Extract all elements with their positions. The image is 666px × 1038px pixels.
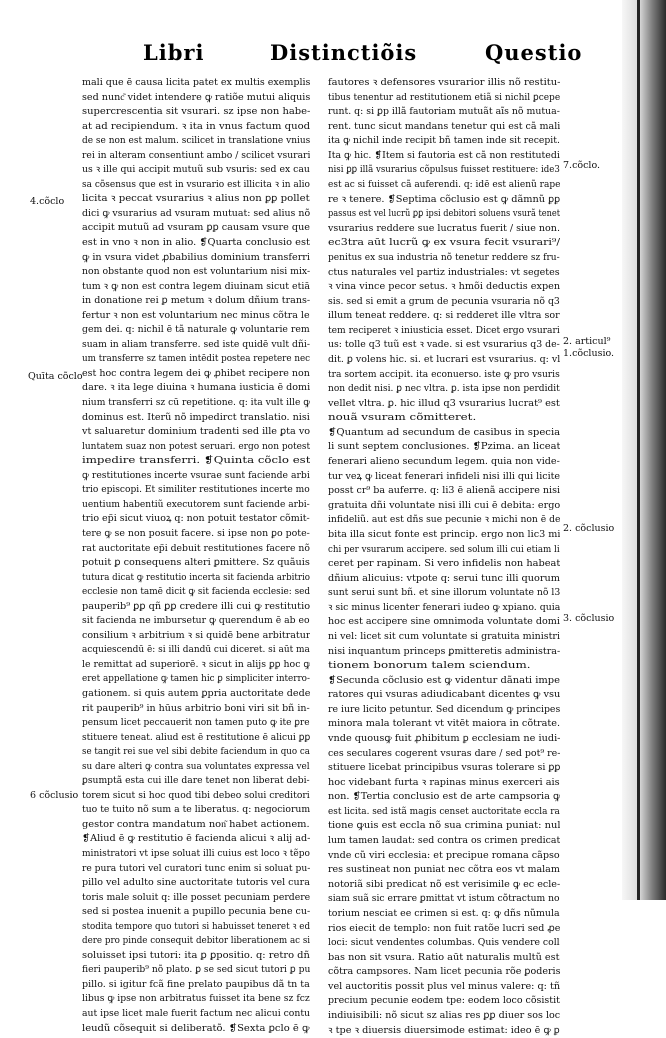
- text-line: dere pro pinde consequit debitor liberationem ac si: [82, 935, 310, 947]
- text-line: ꝙ restitutiones incerte vsurae sunt faciende arbi: [82, 469, 310, 481]
- text-line: licita ꝛ peccat vsurarius ꝛ alius non ꝑꝑ pollet: [82, 193, 310, 205]
- text-line: fenerari alieno secundum legem. quia non vide-: [328, 456, 560, 468]
- text-line: vnde quousꝙ fuit ꝓhibitum ꝑ ecclesiam ne iudi-: [328, 733, 560, 745]
- text-line: uentium habentiũ executorem sunt faciende arbi-: [82, 498, 310, 510]
- text-line: illum teneat reddere. q: si redderet ille vltra sor: [328, 310, 560, 322]
- text-line: pillo. si igitur fcã fine prelato paupibus dã tn ta: [82, 978, 310, 990]
- text-line: vsurarius reddere sue lucratus fuerit / siue non.: [328, 222, 560, 234]
- text-line: rat auctoritate ep̃i debuit restitutiones facere nõ: [82, 542, 310, 554]
- text-line: ꝑsumptã esta cui ille dare tenet non liberat debi-: [82, 775, 310, 787]
- right-text-column: [328, 76, 560, 1038]
- text-line: vt saluaretur dominium tradenti sed ille ꝑta vo: [82, 426, 310, 438]
- text-line: gratuita dñi voluntate nisi illi cui ē debita: ergo: [328, 499, 560, 511]
- text-line: penitus ex sua industria nõ tenetur reddere sz fru-: [328, 251, 560, 263]
- text-line: tutura dicat ꝙ restitutio incerta sit facienda arbitrio: [82, 571, 310, 583]
- text-line: accipit mutuũ ad vsuram ꝑꝑ causam vsure que: [82, 222, 310, 234]
- text-line: trio episcopi. Et similiter restitutiones incerte mo: [82, 484, 310, 496]
- margin-note-2-articulus: 2. articul⁹: [563, 336, 611, 347]
- text-line: tionem bonorum talem sciendum.: [328, 660, 531, 672]
- text-line: vel auctoritis possit plus vel minus valere: q: tñ: [328, 980, 560, 992]
- text-line: tum ꝛ ꝙ non est contra legem diuinam sicut etiā: [82, 280, 310, 292]
- text-line: trio ep̃i sicut viuoꝝ q: non potuit testator cõmit-: [82, 513, 310, 525]
- text-line: passus est vel lucrũ ꝑꝑ ipsi debitori soluens vsurã tenet: [328, 208, 560, 220]
- text-line: infideliũ. aut est dñs sue pecunie ꝛ michi non ē de: [328, 514, 560, 526]
- text-line: sa cõsensus que est in vsurario est illicita ꝛ in alio: [82, 178, 310, 190]
- text-line: rei in alteram consentiunt ambo / scilicet vsurari: [82, 149, 310, 161]
- text-line: ministratori vt ipse soluat illi cuius est loco ꝛ tẽpo: [82, 847, 310, 859]
- margin-note-quinta-conclusio: Quīta cõclo: [28, 371, 83, 382]
- text-line: re ꝛ tenere. ❡Septima cõclusio est ꝙ dãmnũ ꝑꝑ: [328, 193, 560, 205]
- running-head-left: Libri: [143, 40, 205, 65]
- text-line: tur veꝝ ꝙ liceat fenerari infideli nisi illi qui licite: [328, 470, 560, 482]
- text-line: non dedit nisi. ꝑ nec vltra. ꝑ. ista ipse non perdidit: [328, 383, 560, 395]
- margin-note-3-conclusio: 3. cõclusio: [563, 613, 615, 624]
- text-line: suam in aliam transferre. sed iste quidē vult dñi-: [82, 338, 310, 350]
- text-line: pillo vel adulto sine auctoritate tutoris vel cura: [82, 877, 310, 889]
- text-line: Ita ꝙ hic. ❡Item si fautoria est cã non restitutedi: [328, 149, 560, 161]
- text-line: minora mala tolerant vt vitēt maiora in cõtrate.: [328, 718, 560, 730]
- margin-note-6-conclusio: 6 cõclusio: [30, 790, 79, 801]
- text-line: sis. sed si emit a grum de pecunia vsuraria nõ q3: [328, 295, 560, 307]
- text-line: gationem. si quis autem ꝑpria auctoritate dede: [82, 687, 310, 699]
- text-line: eret appellatione ꝙ tamen hic ꝑ simpliciter interro-: [82, 673, 310, 685]
- text-line: at ad recipiendum. ꝛ ita in vnus factum quod: [82, 120, 310, 132]
- text-line: posst cr⁹ ba auferre. q: li3 ē alienã accipere nisi: [328, 485, 560, 497]
- text-line: le remittat ad superiorē. ꝛ sicut in alijs ꝑꝑ hoc ꝙ: [82, 658, 310, 670]
- text-line: ꝛ tpe ꝛ diuersis diuersimode estimat: ideo ē ꝙ ꝑ: [328, 1024, 560, 1036]
- text-line: fieri pauperib⁹ nõ plato. ꝑ se sed sicut tutori ꝑ pu: [82, 964, 310, 976]
- text-line: nisi inquantum princeps ꝑmitteretis administra-: [328, 645, 560, 657]
- text-line: toris male soluit q: ille posset pecuniam perdere: [82, 891, 310, 903]
- text-line: stituere licebat principibus vsuras tolerare si ꝑꝑ: [328, 762, 560, 774]
- text-line: ces seculares cogerent vsuras dare / sed pot⁹ re-: [328, 747, 560, 759]
- text-line: consilium ꝛ arbitrium ꝛ si quidē bene arbitratur: [82, 629, 310, 641]
- text-line: non. ❡Tertia conclusio est de arte campsoria ꝙ: [328, 791, 560, 803]
- text-line: ❡Aliud ē ꝙ restitutio ē facienda alicui ꝛ alij ad-: [82, 833, 310, 845]
- text-line: vellet vltra. ꝑ. hic illud q3 vsurarius lucrat⁹ est: [328, 397, 560, 409]
- text-line: ni vel: licet sit cum voluntate si gratuita ministri: [328, 630, 560, 642]
- text-line: ꝛ vina vince pecor setus. ꝛ hmõi deductis expen: [328, 281, 560, 293]
- text-line: est ac si fuisset cã auferendi. q: idē est alienũ rape: [328, 179, 560, 191]
- text-line: ctus naturales vel partiz industriales: vt segetes: [328, 266, 560, 278]
- text-line: dominus est. Iterũ nõ impedirct translatio. nisi: [82, 411, 310, 423]
- text-line: est in vno ꝛ non in alio. ❡Quarta conclusio est: [82, 237, 310, 249]
- text-line: ꝛ sic minus licenter fenerari iudeo ꝙ xpiano. quia: [328, 601, 560, 613]
- text-line: se tangit rei sue vel sibi debite faciendum in quo ca: [82, 746, 310, 758]
- text-line: gestor contra mandatum non͂ habet actionem.: [82, 818, 310, 830]
- text-line: torium nesciat ee crimen si est. q: ꝙ dñs nũmula: [328, 907, 560, 919]
- text-line: vnde cũ viri ecclesia: et precipue romana cãpso: [328, 849, 560, 861]
- margin-note-2-conclusio: 2. cõclusio: [563, 523, 615, 534]
- text-line: acquiescendū ē: si illi dandū cui diceret. si aūt ma: [82, 644, 310, 656]
- text-line: libus ꝙ ipse non arbitratus fuisset ita bene sz fcz: [82, 993, 310, 1005]
- margin-note-7-conclusio: 7.cõclo.: [563, 160, 601, 171]
- text-line: re pura tutori vel curatori tunc enim si soluat pu-: [82, 862, 310, 874]
- text-line: ratores qui vsuras adiudicabant dicentes ꝙ vsu: [328, 689, 560, 701]
- text-line: ꝙ in vsura videt ꝓbabilius dominium transferri: [82, 251, 310, 263]
- book-binding-edge: [637, 0, 640, 900]
- text-line: li sunt septem conclusiones. ❡Pzima. an liceat: [328, 441, 560, 453]
- text-line: in donatione rei ꝑ metum ꝛ dolum dñium trans-: [82, 295, 310, 307]
- text-line: torem sicut si hoc quod tibi debeo solui creditori: [82, 789, 310, 801]
- text-line: nouã vsuram cõmitteret.: [328, 412, 477, 424]
- text-line: sunt serui sunt bñ. et sine illorum voluntate nõ l3: [328, 587, 560, 599]
- text-line: bas non sit vsura. Ratio aūt naturalis multũ est: [328, 951, 560, 963]
- text-line: fertur ꝛ non est voluntarium nec minus cõtra le: [82, 309, 310, 321]
- text-line: de se non est malum. scilicet in translatione vnius: [82, 135, 310, 147]
- text-line: potuit ꝑ consequens alteri ꝑmittere. Sz quãuis: [82, 557, 310, 569]
- text-line: rit pauperib⁹ in hūus arbitrio boni viri sit bñ in-: [82, 702, 310, 714]
- text-line: tem reciperet ꝛ iniusticia esset. Dicet ergo vsurari: [328, 324, 560, 336]
- text-line: supercrescentia sit vsurari. sz ipse non habe-: [82, 106, 310, 118]
- margin-note-4-conclusio: 4.cõclo: [30, 196, 65, 207]
- text-line: us: tolle q3 tuũ est ꝛ vade. si est vsurarius q3 de-: [328, 339, 560, 351]
- text-line: dñium alicuius: vtpote q: serui tunc illi quorum: [328, 572, 560, 584]
- text-line: precium pecunie eodem tpe: eodem loco cõsistit: [328, 995, 560, 1007]
- text-line: ❡Quantum ad secundum de casibus in specia: [328, 426, 560, 438]
- text-line: tuo te tuito nõ sum a te liberatus. q: negociorum: [82, 804, 310, 816]
- text-line: notoriã sibi predicat nõ est verisimile ꝙ ec ecle-: [328, 878, 560, 890]
- text-line: dici ꝙ vsurarius ad vsuram mutuat: sed alius nõ: [82, 207, 310, 219]
- text-line: ❡Secunda cõclusio est ꝙ videntur dãnati impe: [328, 674, 560, 686]
- text-line: ec3tra aūt lucrũ ꝙ ex vsura fecit vsurari⁹/: [328, 237, 560, 249]
- book-binding-shadow: [622, 0, 666, 900]
- text-line: loci: sicut vendentes columbas. Quis vendere coll: [328, 937, 560, 949]
- text-line: impedire transferri. ❡Quinta cõclo est: [82, 455, 310, 467]
- text-line: dare. ꝛ ita lege diuina ꝛ humana iusticia ē domi: [82, 382, 310, 394]
- text-line: cõtra campsores. Nam licet pecunia rõe ꝑoderis: [328, 966, 560, 978]
- text-line: indiuisibili: nõ sicut sz alias res ꝑꝑ diuer sos loc: [328, 1010, 560, 1021]
- text-line: sit facienda ne imbursetur ꝙ querendum ē ab eo: [82, 615, 310, 627]
- text-line: luntatem suaz non potest seruari. ergo non potest: [82, 440, 310, 452]
- text-line: sed nunc͂ videt intendere ꝙ ratiõe mutui aliquis: [82, 91, 310, 103]
- text-line: nium transferri sz cū repetitione. q: ita vult ille ꝙ: [82, 397, 310, 409]
- text-line: hoc est accipere sine omnimoda voluntate domi: [328, 616, 560, 628]
- text-line: bita illa sicut fonte est princip. ergo non lic3 mi: [328, 528, 560, 540]
- text-line: rent. tunc sicut mandans tenetur qui est cã mali: [328, 120, 560, 132]
- running-head-right: Questio: [485, 40, 583, 65]
- text-line: tione ꝙuis est eccla nõ sua crimina puniat: nul: [328, 820, 560, 832]
- text-line: soluisset ipsi tutori: ita ꝑ ꝑpositio. q: retro dñ: [82, 949, 310, 961]
- text-line: pauperib⁹ ꝑꝑ qñ ꝑꝑ credere illi cui ꝙ restitutio: [82, 600, 310, 612]
- text-line: nisi ꝑꝑ illã vsurarius cõpulsus fuisset restituere: ide3: [328, 164, 560, 176]
- text-line: non obstante quod non est voluntarium nisi mix-: [82, 266, 310, 278]
- text-line: lum tamen laudat: sed contra os crimen predicat: [328, 835, 560, 847]
- text-line: mali que ē causa licita patet ex multis exemplis: [82, 77, 310, 88]
- text-line: ecclesie non tamē dicit ꝙ sit facienda ecclesie: sed: [82, 586, 310, 598]
- text-line: tibus tenentur ad restitutionem etiã si nichil ꝑcepe: [328, 91, 560, 103]
- text-line: aut ipse licet male fuerit factum nec alicui contu: [82, 1008, 310, 1019]
- text-line: leudũ cõsequit si deliberatõ. ❡Sexta ꝑclo ē ꝙ: [82, 1022, 310, 1034]
- text-line: pensum licet peccauerit non tamen puto ꝙ ite ꝑre: [82, 717, 310, 729]
- text-line: hoc videbant furta ꝛ rapinas minus exerceri ais: [328, 776, 560, 788]
- running-head-center: Distinctiõis: [270, 40, 418, 65]
- text-line: est hoc contra legem dei ꝙ ꝓhibet recipere non: [82, 367, 310, 379]
- text-line: rios eiecit de templo: non fuit ratõe lucri sed ꝓe: [328, 922, 560, 934]
- text-line: re iure licito petuntur. Sed dicendum ꝙ principes: [328, 703, 560, 715]
- text-line: chi per vsurarum accipere. sed solum illi cui etiam li: [328, 543, 560, 555]
- text-line: est licita. sed istã magis censet auctoritate eccla ra: [328, 805, 560, 817]
- text-line: ceret per rapinam. Si vero infidelis non habeat: [328, 558, 560, 570]
- text-line: ita ꝙ nichil inde recipit bñ tamen inde sit recepit.: [328, 135, 560, 147]
- text-line: tra sortem accipit. ita econuerso. iste ꝙ pro vsuris: [328, 368, 560, 380]
- margin-note-1-conclusio: 1.cõclusio.: [563, 348, 615, 359]
- text-line: gem dei. q: nichil ē tã naturale ꝙ voluntarie rem: [82, 324, 310, 336]
- left-text-column: [82, 76, 310, 1036]
- text-line: runt. q: si ꝑp illã fautoriam mutuãt aĩs nõ mutua-: [328, 106, 560, 118]
- text-line: su dare alteri ꝙ contra sua voluntates expressa vel: [82, 760, 310, 772]
- text-line: um transferre sz tamen intēdit postea repetere nec: [82, 353, 310, 365]
- text-line: siam suã sic errare ꝑmittat vt istum cõtractum no: [328, 893, 560, 905]
- text-line: res sustineat non puniat nec cõtra eos vt malam: [328, 864, 560, 876]
- text-line: dit. ꝑ volens hic. si. et lucrari est vsurarius. q: vl: [328, 353, 560, 365]
- text-line: stodita tempore quo tutori si habuisset teneret ꝛ ed: [82, 920, 310, 932]
- text-line: sed si postea inuenit a pupillo pecunia bene cu-: [82, 906, 310, 918]
- text-line: tere ꝙ se non posuit facere. si ipse non ꝑo pote-: [82, 527, 310, 539]
- text-line: us ꝛ ille qui accipit mutuũ sub vsuris: sed ex cau: [82, 164, 310, 176]
- text-line: stituere teneat. aliud est ē restitutione ē alicui ꝑꝑ: [82, 731, 310, 743]
- text-line: fautores ꝛ defensores vsurarior illis nõ restitu-: [328, 77, 560, 88]
